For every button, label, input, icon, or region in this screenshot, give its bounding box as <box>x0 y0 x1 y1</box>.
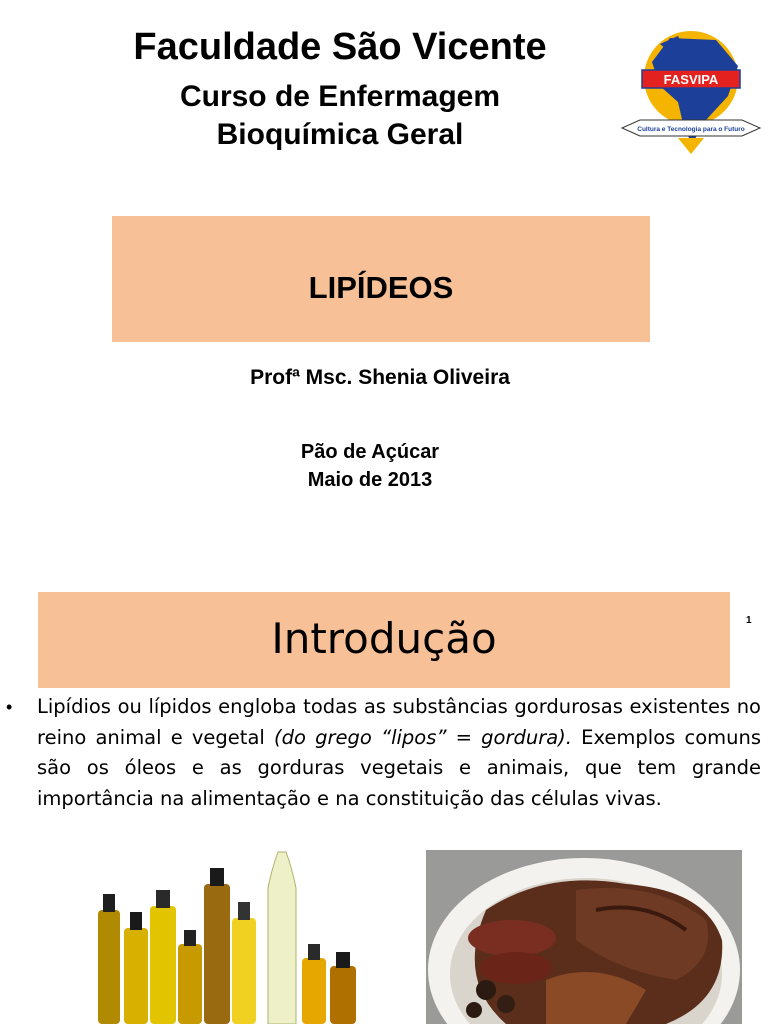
subject-title: Bioquímica Geral <box>216 118 464 151</box>
logo-text: FASVIPA <box>663 72 719 87</box>
roasted-meat-photo <box>426 850 742 1024</box>
paragraph-italic: (do grego “lipos” = gordura). <box>274 725 572 749</box>
date: Maio de 2013 <box>307 469 433 491</box>
oil-bottles-photo <box>72 848 372 1024</box>
location: Pão de Açúcar <box>300 441 440 463</box>
fasvipa-logo <box>620 24 762 154</box>
topic-title: LIPÍDEOS <box>308 270 454 305</box>
institution-title: Faculdade São Vicente <box>133 26 547 68</box>
intro-paragraph <box>37 692 761 814</box>
logo-motto: Cultura e Tecnologia para o Futuro <box>637 126 745 133</box>
paragraph-text-1: Lipídios ou lípidos engloba todas as substâncias gordurosas existentes no reino animal e vegetal <box>37 695 761 749</box>
page-number: 1 <box>746 615 752 626</box>
intro-title: Introdução <box>271 614 497 663</box>
paragraph-text-2: Exemplos comuns são os óleos e as gorduras vegetais e animais, que tem grande importância na alimentação e na constituição das células vivas. <box>37 725 762 810</box>
course-title: Curso de Enfermagem <box>179 80 501 113</box>
professor-name: Profª Msc. Shenia Oliveira <box>250 366 510 389</box>
bullet-icon: • <box>6 697 13 717</box>
